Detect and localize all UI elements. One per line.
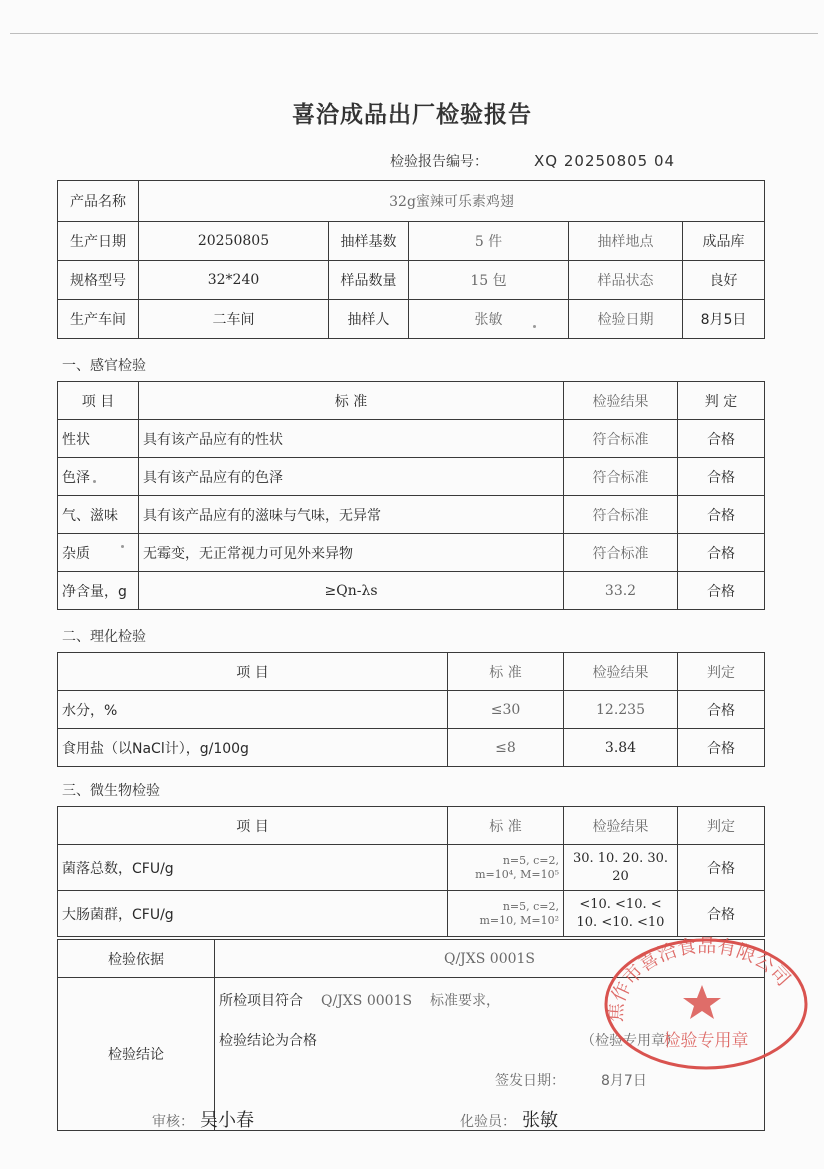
standard-cell: 具有该产品应有的色泽 <box>139 458 564 496</box>
column-header: 项 目 <box>58 653 448 691</box>
sensory-table <box>57 381 765 610</box>
table-row <box>58 420 765 458</box>
standard-line: n=5, c=2, <box>502 899 559 913</box>
column-header: 项 目 <box>58 382 139 420</box>
table-row <box>58 691 765 729</box>
table-row <box>58 534 765 572</box>
item-cell: 大肠菌群，CFU/g <box>58 891 448 937</box>
table-row <box>58 729 765 767</box>
scan-speck <box>533 325 536 328</box>
column-header: 检验结果 <box>564 807 678 845</box>
micro-table <box>57 806 765 937</box>
standard-cell: 无霉变，无正常视力可见外来异物 <box>139 534 564 572</box>
basis-value: Q/JXS 0001S <box>215 940 765 978</box>
standard-cell: ≤8 <box>448 729 564 767</box>
standard-line: n=5, c=2, <box>502 853 559 867</box>
judgement-cell: 合格 <box>678 534 765 572</box>
column-header: 判定 <box>678 653 765 691</box>
inspector-name: 张敏 <box>522 1110 558 1131</box>
judgement-cell: 合格 <box>678 845 765 891</box>
product-info-row <box>58 300 765 339</box>
standard-cell: 具有该产品应有的滋味与气味，无异常 <box>139 496 564 534</box>
item-cell: 色泽 <box>58 458 139 496</box>
standard-cell <box>448 891 564 937</box>
info-cell: 规格型号 <box>58 261 139 300</box>
table-header-row <box>58 382 765 420</box>
info-cell: 15 包 <box>409 261 569 300</box>
info-cell: 二车间 <box>139 300 329 339</box>
column-header: 判定 <box>678 807 765 845</box>
product-info-row <box>58 261 765 300</box>
info-cell: 生产日期 <box>58 222 139 261</box>
physchem-table <box>57 652 765 767</box>
judgement-cell: 合格 <box>678 729 765 767</box>
issue-date <box>495 1070 683 1090</box>
judgement-cell: 合格 <box>678 572 765 610</box>
table-row <box>58 572 765 610</box>
column-header: 标 准 <box>448 807 564 845</box>
document-title: 喜洽成品出厂检验报告 <box>292 102 532 128</box>
result-cell: 3.84 <box>564 729 678 767</box>
result-cell: 12.235 <box>564 691 678 729</box>
section-heading-physchem: 二、理化检验 <box>62 629 146 645</box>
company-seal-stamp <box>602 930 810 1070</box>
column-header: 检验结果 <box>564 382 678 420</box>
product-info-table <box>57 180 765 339</box>
standard-cell: 具有该产品应有的性状 <box>139 420 564 458</box>
judgement-cell: 合格 <box>678 458 765 496</box>
item-cell: 杂质 <box>58 534 139 572</box>
reviewer-label: 审核： <box>152 1114 194 1130</box>
result-cell: 33.2 <box>564 572 678 610</box>
column-header: 判 定 <box>678 382 765 420</box>
product-info-row <box>58 222 765 261</box>
item-cell: 菌落总数，CFU/g <box>58 845 448 891</box>
conclusion-line-2: 检验结论为合格 <box>219 1033 317 1049</box>
reviewer-name: 吴小春 <box>200 1110 254 1131</box>
report-number-value: XQ 20250805 04 <box>534 152 676 170</box>
standard-line: m=10⁴, M=10⁵ <box>475 867 559 881</box>
result-cell <box>564 845 678 891</box>
info-cell: 样品状态 <box>569 261 683 300</box>
item-cell: 水分，% <box>58 691 448 729</box>
info-cell: 抽样人 <box>329 300 409 339</box>
column-header: 标 准 <box>448 653 564 691</box>
table-header-row <box>58 807 765 845</box>
info-cell: 抽样地点 <box>569 222 683 261</box>
column-header: 检验结果 <box>564 653 678 691</box>
basis-label: 检验依据 <box>58 940 215 978</box>
info-cell: 8月5日 <box>683 300 765 339</box>
conclusion-line-1 <box>219 990 518 1010</box>
conclusion-text: 所检项目符合 <box>219 993 303 1009</box>
conclusion-label: 检验结论 <box>58 978 215 1131</box>
product-name-label: 产品名称 <box>58 181 139 222</box>
result-line: <10. <10. < <box>579 896 662 912</box>
scan-speck <box>93 480 96 483</box>
info-cell: 抽样基数 <box>329 222 409 261</box>
result-cell: 符合标准 <box>564 534 678 572</box>
seal-subtext: 检验专用章 <box>663 1031 749 1051</box>
judgement-cell: 合格 <box>678 891 765 937</box>
judgement-cell: 合格 <box>678 420 765 458</box>
info-cell: 5 件 <box>409 222 569 261</box>
result-line: 10. <10. <10 <box>576 914 665 930</box>
result-cell: 符合标准 <box>564 496 678 534</box>
report-number <box>390 151 675 171</box>
standard-line: m=10, M=10² <box>479 913 559 927</box>
seal-company-name: 焦作市喜洽食品有限公司 <box>604 935 795 1023</box>
info-cell: 成品库 <box>683 222 765 261</box>
conclusion-standard: Q/JXS 0001S <box>321 993 413 1009</box>
info-cell: 20250805 <box>139 222 329 261</box>
column-header: 标 准 <box>139 382 564 420</box>
result-cell: 符合标准 <box>564 420 678 458</box>
standard-cell: ≤30 <box>448 691 564 729</box>
item-cell: 气、滋味 <box>58 496 139 534</box>
item-cell: 性状 <box>58 420 139 458</box>
result-line: 30. 10. 20. 30. 20 <box>572 850 669 884</box>
standard-cell: ≥Qn-λs <box>139 572 564 610</box>
scan-speck <box>121 545 124 548</box>
info-cell: 良好 <box>683 261 765 300</box>
conclusion-text: 标准要求， <box>430 993 501 1009</box>
inspector-signature <box>460 1106 558 1132</box>
info-cell: 张敏 <box>409 300 569 339</box>
column-header: 项 目 <box>58 807 448 845</box>
scan-edge-line <box>10 33 818 34</box>
judgement-cell: 合格 <box>678 496 765 534</box>
inspector-label: 化验员： <box>460 1114 516 1130</box>
judgement-cell: 合格 <box>678 691 765 729</box>
section-heading-micro: 三、微生物检验 <box>62 783 160 799</box>
chop-note: （检验专用章） <box>581 1033 679 1049</box>
report-number-label: 检验报告编号： <box>390 154 488 170</box>
table-row <box>58 496 765 534</box>
product-name-value: 32g蜜辣可乐素鸡翅 <box>139 181 765 222</box>
item-cell: 食用盐（以NaCl计），g/100g <box>58 729 448 767</box>
section-heading-sensory: 一、感官检验 <box>62 358 146 374</box>
seal-star-icon <box>683 985 721 1019</box>
table-row <box>58 845 765 891</box>
info-cell: 检验日期 <box>569 300 683 339</box>
info-cell: 样品数量 <box>329 261 409 300</box>
item-cell: 净含量，g <box>58 572 139 610</box>
issue-date-value: 8月7日 <box>601 1073 647 1089</box>
issue-date-label: 签发日期： <box>495 1073 565 1089</box>
standard-cell <box>448 845 564 891</box>
result-cell: 符合标准 <box>564 458 678 496</box>
info-cell: 32*240 <box>139 261 329 300</box>
table-row <box>58 458 765 496</box>
reviewer-signature <box>152 1106 254 1132</box>
info-cell: 生产车间 <box>58 300 139 339</box>
table-header-row <box>58 653 765 691</box>
